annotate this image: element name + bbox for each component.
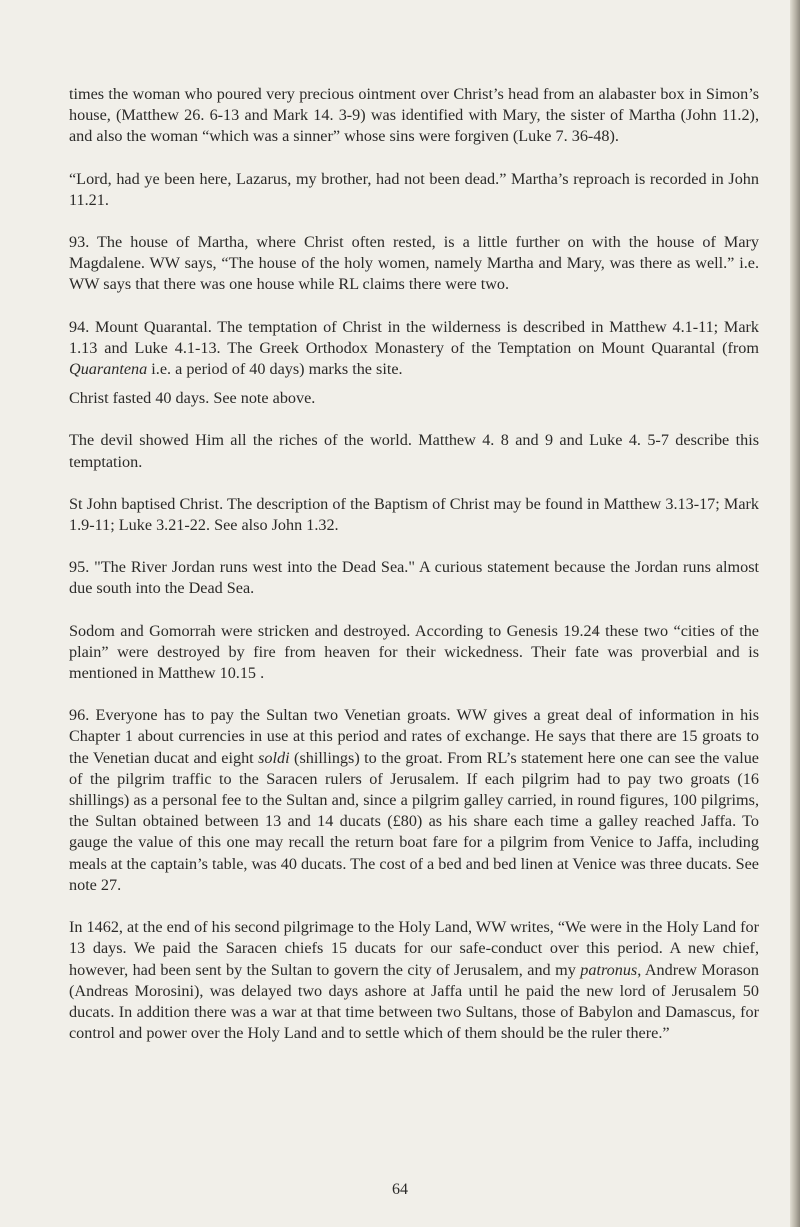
text-run: times the woman who poured very precious ointment over Christ’s head from an alabaster box in Simon’s house, (Matthew 26. 6-13 and Mark 14. 3-9) was identified with Mary, the sister of Martha (John 11.2), and also the woman “which was a sinner” whose sins were forgiven (Luke 7. 36-48). (69, 85, 759, 146)
text-run: 95. "The River Jordan runs west into the Dead Sea." A curious statement because the Jordan runs almost due south into the Dead Sea. (69, 558, 759, 598)
text-run: i.e. a period of 40 days) marks the site. (147, 360, 403, 379)
italic-term: soldi (258, 748, 290, 767)
text-run: In 1462, at the end of his second pilgrimage to the Holy Land, WW writes, “We were in the Holy Land for 13 days. We paid the Saracen chiefs 15 ducats for our safe-conduct over this period. A new chief, however, had been sent by the Sultan to govern the city of Jerusalem, and my (69, 918, 759, 979)
page-number: 64 (392, 1181, 408, 1198)
paragraph-christ-fasted (69, 388, 759, 409)
paragraph-sodom (69, 621, 759, 685)
italic-term: Quarantena (69, 360, 148, 379)
text-run: “Lord, had ye been here, Lazarus, my brother, had not been dead.” Martha’s reproach is recorded in John 11.21. (69, 169, 759, 209)
note-94 (69, 317, 759, 381)
page-edge-shadow (790, 0, 800, 1227)
note-93 (69, 232, 759, 296)
text-run: The devil showed Him all the riches of the world. Matthew 4. 8 and 9 and Luke 4. 5-7 describe this temptation. (69, 431, 759, 471)
note-95 (69, 557, 759, 599)
italic-term: patronus (580, 960, 638, 979)
text-run: 93. The house of Martha, where Christ often rested, is a little further on with the house of Mary Magdalene. WW says, “The house of the holy women, namely Martha and Mary, was there as well.” i.e. WW says that there was one house while RL claims there were two. (69, 233, 759, 294)
paragraph-baptised (69, 494, 759, 536)
note-96 (69, 705, 759, 896)
text-run: 94. Mount Quarantal. The temptation of Christ in the wilderness is described in Matthew 4.1-11; Mark 1.13 and Luke 4.1-13. The Greek Orthodox Monastery of the Temptation on Mount Quarantal (from (69, 317, 759, 357)
paragraph-alabaster (69, 84, 759, 148)
text-run: (shillings) to the groat. From RL’s statement here one can see the value of the pilgrim traffic to the Saracen rulers of Jerusalem. If each pilgrim had to pay two groats (16 shillings) as a personal fee to the Sultan and, since a pilgrim galley carried, in round figures, 100 pilgrims, the Sultan obtained between 13 and 14 ducats (£80) as his share each time a galley reached Jaffa. To gauge the value of this one may recall the return boat fare for a pilgrim from Venice to Jaffa, including meals at the captain’s table, was 40 ducats. The cost of a bed and bed linen at Venice was three ducats. See note 27. (69, 748, 759, 894)
page-body (69, 84, 759, 1044)
text-run: 96. Everyone has to pay the Sultan two Venetian groats. WW gives a great deal of information in his Chapter 1 about currencies in use at this period and rates of exchange. He says that there are 15 groats to the Venetian ducat and eight (69, 706, 759, 767)
paragraph-1462 (69, 917, 759, 1044)
text-run: , Andrew Morason (Andreas Morosini), was delayed two days ashore at Jaffa until he paid the new lord of Jerusalem 50 ducats. In addition there was a war at that time between two Sultans, those of Babylon and Damascus, for control and power over the Holy Land and to settle which of them should be the ruler there.” (69, 960, 759, 1043)
text-run: Sodom and Gomorrah were stricken and destroyed. According to Genesis 19.24 these two “cities of the plain” were destroyed by fire from heaven for their wickedness. Their fate was proverbial and is mentioned in Matthew 10.15 . (69, 621, 759, 683)
text-run: St John baptised Christ. The description of the Baptism of Christ may be found in Matthew 3.13-17; Mark 1.9-11; Luke 3.21-22. See also John 1.32. (69, 494, 759, 535)
paragraph-devil (69, 430, 759, 472)
paragraph-lord-reproach (69, 169, 759, 211)
text-run: Christ fasted 40 days. See note above. (69, 389, 316, 408)
